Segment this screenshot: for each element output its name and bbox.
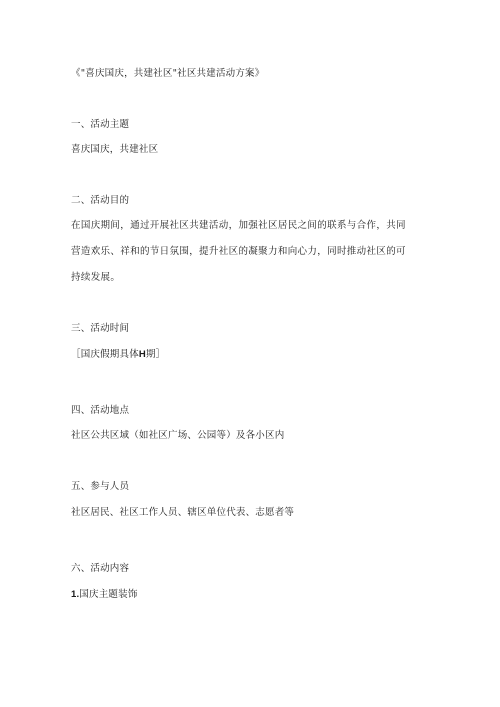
section-heading-time: 三、活动时间 <box>71 323 130 334</box>
section-body-purpose-line-3: 持续发展。 <box>71 272 121 283</box>
section-body-location: 社区公共区域（如社区广场、公园等）及各小区内 <box>71 430 285 441</box>
section-heading-location: 四、活动地点 <box>71 405 130 416</box>
section-body-time <box>71 349 165 361</box>
time-text-suffix: 期］ <box>145 349 166 360</box>
section-heading-participants: 五、参与人员 <box>71 481 130 492</box>
section-heading-purpose: 二、活动目的 <box>71 195 130 206</box>
time-text-prefix: ［国庆假期具体 <box>71 349 139 360</box>
section-body-purpose-line-2: 营造欢乐、祥和的节日氛围，提升社区的凝聚力和向心力，同时推动社区的可 <box>71 246 406 257</box>
list-item-text: 国庆主题装饰 <box>79 589 138 600</box>
section-heading-theme: 一、活动主题 <box>71 119 130 130</box>
list-number: 1. <box>71 589 80 600</box>
section-heading-content: 六、活动内容 <box>71 563 130 574</box>
section-body-content-item-1 <box>71 589 138 601</box>
section-body-purpose-line-1: 在国庆期间，通过开展社区共建活动，加强社区居民之间的联系与合作，共同 <box>71 220 406 231</box>
document-title: 《"喜庆国庆，共建社区"社区共建活动方案》 <box>71 68 265 79</box>
section-body-theme: 喜庆国庆，共建社区 <box>71 144 159 155</box>
section-body-participants: 社区居民、社区工作人员、辖区单位代表、志愿者等 <box>71 507 295 518</box>
time-text-h: H <box>138 349 146 360</box>
